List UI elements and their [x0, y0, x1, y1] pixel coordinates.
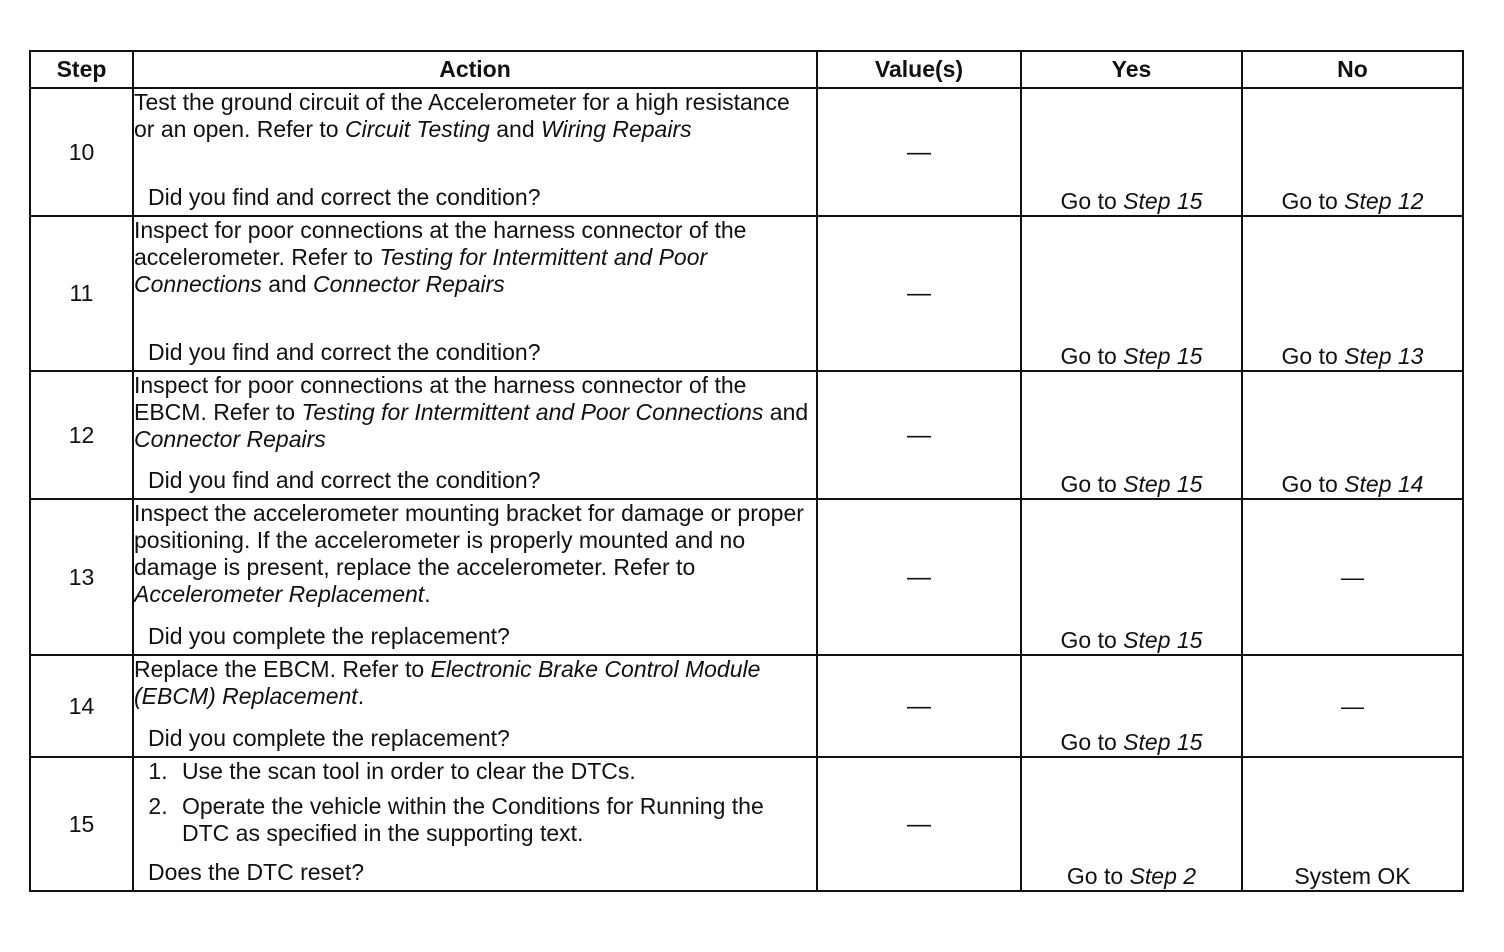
- action-cell: [133, 499, 817, 655]
- list-item: 2. Operate the vehicle within the Conditions for Running the DTC as specified in the supporting text.: [174, 793, 816, 847]
- reference-link: Connector Repairs: [313, 271, 505, 297]
- value-cell: —: [817, 371, 1021, 499]
- value-cell: —: [817, 757, 1021, 891]
- step-number: 14: [30, 655, 133, 757]
- header-values: Value(s): [817, 51, 1021, 88]
- table-row: [30, 499, 1463, 655]
- yes-cell: Go to Step 2: [1021, 757, 1242, 891]
- diagnostic-table: [29, 50, 1464, 892]
- header-action: Action: [133, 51, 817, 88]
- reference-link: Testing for Intermittent and Poor Connections: [301, 399, 764, 425]
- step-reference: Step 15: [1123, 188, 1203, 214]
- action-text: Replace the EBCM. Refer to Electronic Brake Control Module (EBCM) Replacement.: [134, 656, 761, 709]
- action-question: Did you complete the replacement?: [148, 725, 510, 751]
- action-question: Does the DTC reset?: [148, 859, 365, 885]
- no-cell: Go to Step 14: [1242, 371, 1463, 499]
- list-item: 1. Use the scan tool in order to clear the DTCs.: [174, 758, 816, 785]
- action-cell: [133, 216, 817, 371]
- step-reference: Step 15: [1123, 471, 1203, 497]
- step-reference: Step 12: [1344, 188, 1424, 214]
- reference-link: Connector Repairs: [134, 426, 326, 452]
- step-reference: Step 15: [1123, 729, 1203, 755]
- step-reference: Step 15: [1123, 343, 1203, 369]
- action-text: Inspect for poor connections at the harness connector of the EBCM. Refer to Testing for Intermittent and Poor Connections and Connector Repairs: [134, 372, 809, 452]
- action-text: Test the ground circuit of the Accelerometer for a high resistance or an open. Refer to Circuit Testing and Wiring Repairs: [134, 89, 790, 142]
- procedure-list: [134, 758, 816, 847]
- no-cell: —: [1242, 499, 1463, 655]
- value-cell: —: [817, 655, 1021, 757]
- yes-cell: Go to Step 15: [1021, 371, 1242, 499]
- step-number: 11: [30, 216, 133, 371]
- yes-cell: Go to Step 15: [1021, 655, 1242, 757]
- step-number: 12: [30, 371, 133, 499]
- no-cell: Go to Step 12: [1242, 88, 1463, 216]
- header-no: No: [1242, 51, 1463, 88]
- no-cell: —: [1242, 655, 1463, 757]
- header-yes: Yes: [1021, 51, 1242, 88]
- value-cell: —: [817, 216, 1021, 371]
- table-row: [30, 88, 1463, 216]
- step-reference: Step 15: [1123, 627, 1203, 653]
- table-row: [30, 371, 1463, 499]
- action-cell: [133, 655, 817, 757]
- action-question: Did you complete the replacement?: [148, 623, 510, 649]
- no-cell: System OK: [1242, 757, 1463, 891]
- step-number: 10: [30, 88, 133, 216]
- reference-link: Accelerometer Replacement: [134, 581, 425, 607]
- action-question: Did you find and correct the condition?: [148, 339, 541, 365]
- value-cell: —: [817, 88, 1021, 216]
- yes-cell: Go to Step 15: [1021, 499, 1242, 655]
- step-reference: Step 13: [1344, 343, 1424, 369]
- action-text: Inspect for poor connections at the harness connector of the accelerometer. Refer to Testing for Intermittent and Poor Connections and Connector Repairs: [134, 217, 747, 297]
- reference-link: Testing for Intermittent and Poor Connections: [134, 244, 708, 297]
- reference-link: Electronic Brake Control Module (EBCM) Replacement: [134, 656, 761, 709]
- value-cell: —: [817, 499, 1021, 655]
- step-reference: Step 14: [1344, 471, 1424, 497]
- table-row: [30, 216, 1463, 371]
- action-question: Did you find and correct the condition?: [148, 184, 541, 210]
- action-text: Inspect the accelerometer mounting bracket for damage or proper positioning. If the accelerometer is properly mounted and no damage is present, replace the accelerometer. Refer to Accelerometer Replacement.: [134, 500, 804, 607]
- table-row: [30, 757, 1463, 891]
- no-cell: Go to Step 13: [1242, 216, 1463, 371]
- step-number: 15: [30, 757, 133, 891]
- yes-cell: Go to Step 15: [1021, 88, 1242, 216]
- action-cell: [133, 88, 817, 216]
- reference-link: Circuit Testing: [344, 116, 490, 142]
- table-row: [30, 655, 1463, 757]
- step-reference: Step 2: [1129, 863, 1197, 889]
- action-question: Did you find and correct the condition?: [148, 467, 541, 493]
- header-row: [30, 51, 1463, 88]
- reference-link: Wiring Repairs: [541, 116, 692, 142]
- step-number: 13: [30, 499, 133, 655]
- action-cell: [133, 757, 817, 891]
- yes-cell: Go to Step 15: [1021, 216, 1242, 371]
- header-step: Step: [30, 51, 133, 88]
- action-cell: [133, 371, 817, 499]
